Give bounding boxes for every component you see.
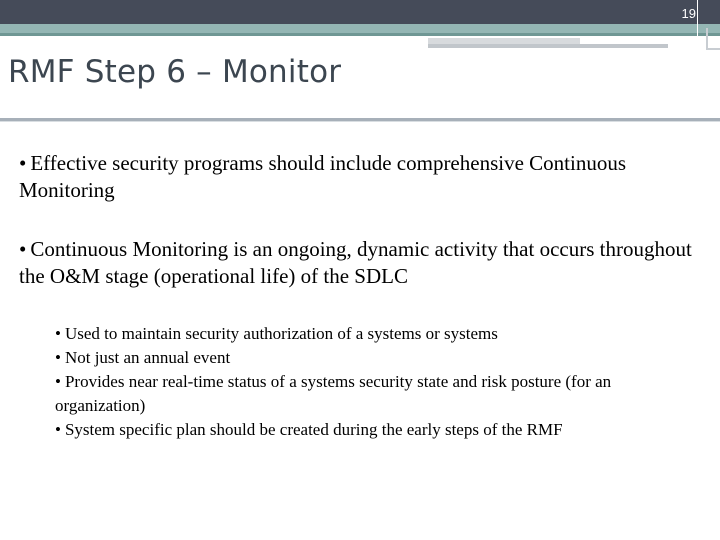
- title-underline-highlight: [0, 121, 720, 122]
- slide-title: RMF Step 6 – Monitor: [8, 54, 342, 90]
- sub-bullet-text: Provides near real-time status of a systems security state and risk posture (for an organization): [55, 372, 612, 415]
- sub-bullet-list: [55, 322, 705, 442]
- list-item: • Used to maintain security authorization of a systems or systems: [55, 324, 498, 343]
- list-item: • Provides near real-time status of a systems security state and risk posture (for an organization): [55, 372, 612, 415]
- list-item: • Effective security programs should include comprehensive Continuous Monitoring: [19, 151, 626, 202]
- sub-bullet-text: Used to maintain security authorization of a systems or systems: [64, 324, 498, 343]
- page-number: 19: [681, 6, 696, 21]
- bullet-text: Continuous Monitoring is an ongoing, dynamic activity that occurs throughout the O&M stage (operational life) of the SDLC: [19, 237, 692, 288]
- sub-bullet-text: Not just an annual event: [64, 348, 231, 367]
- header-divider: [0, 36, 720, 38]
- main-bullet-list: [19, 150, 709, 322]
- list-item: • Continuous Monitoring is an ongoing, dynamic activity that occurs throughout the O&M stage (operational life) of the SDLC: [19, 237, 692, 288]
- corner-bracket: [706, 28, 720, 50]
- page-number-divider: [697, 0, 698, 40]
- header-grey-accent-secondary: [428, 44, 668, 48]
- sub-bullet-text: System specific plan should be created during the early steps of the RMF: [64, 420, 563, 439]
- bullet-text: Effective security programs should include comprehensive Continuous Monitoring: [19, 151, 626, 202]
- list-item: • Not just an annual event: [55, 348, 231, 367]
- header-band: [0, 0, 720, 24]
- list-item: • System specific plan should be created during the early steps of the RMF: [55, 420, 563, 439]
